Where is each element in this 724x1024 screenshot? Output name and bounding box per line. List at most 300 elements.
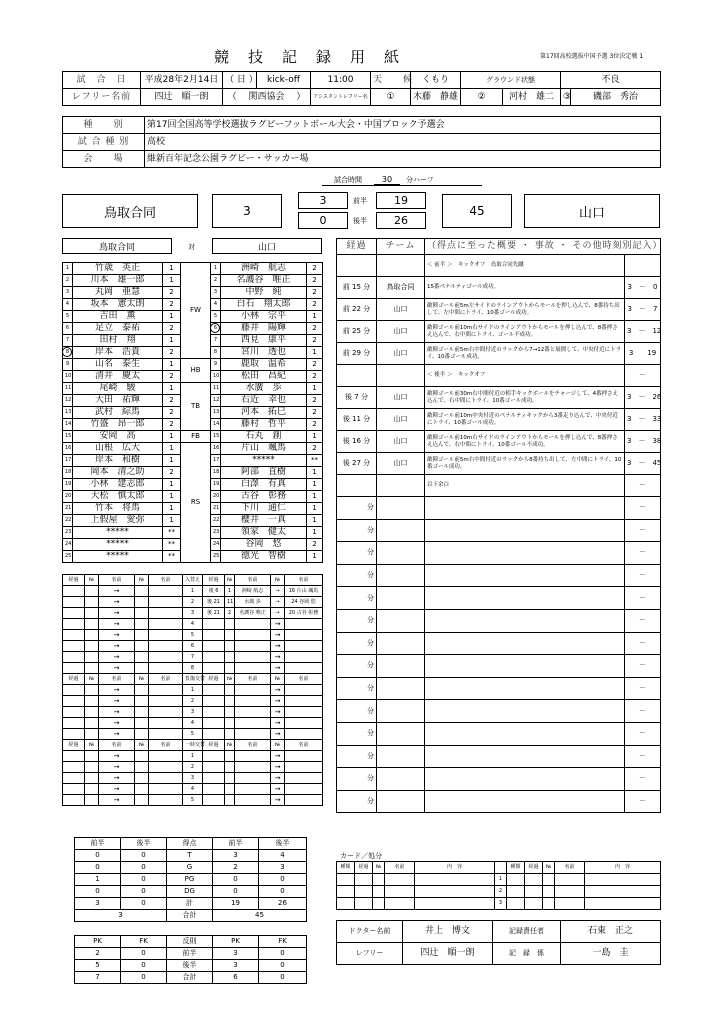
- referee-sign-label: レフリー: [337, 943, 403, 965]
- subs-row: [63, 751, 323, 762]
- log-time: 分: [337, 790, 377, 813]
- subs-no2: [135, 652, 149, 663]
- home-roster: [62, 262, 181, 563]
- player-grade: 1: [163, 335, 181, 347]
- player-grade: 1: [163, 275, 181, 287]
- subs-time: [63, 784, 85, 795]
- player-number: 5: [211, 311, 221, 323]
- player-name: 下川 通仁: [221, 503, 307, 515]
- log-team: [377, 542, 425, 565]
- subs-no-header: №: [85, 575, 99, 586]
- roster-row: [211, 515, 323, 527]
- totals-cell: 3: [213, 850, 259, 862]
- totals-header: 後半: [121, 838, 167, 850]
- log-score: 3 19: [625, 343, 661, 365]
- player-number: 18: [211, 467, 221, 479]
- subs-name: 名護谷 唯正: [235, 608, 271, 619]
- subs-name2: [149, 630, 183, 641]
- totals-row: [75, 862, 307, 874]
- roster-row: [211, 479, 323, 491]
- penalty-cell: 0: [121, 948, 167, 960]
- subs-arrow: →: [271, 630, 285, 641]
- totals-cell: 4: [259, 850, 307, 862]
- totals-cell: G: [167, 862, 213, 874]
- subs-arrow: →: [271, 795, 285, 806]
- subs-name2: [285, 619, 323, 630]
- cards-cell: [525, 898, 543, 910]
- log-score: －: [625, 497, 661, 520]
- log-time: 分: [337, 745, 377, 768]
- player-number: 8: [211, 347, 221, 359]
- log-time: 分: [337, 564, 377, 587]
- match-type-value: 高校: [145, 134, 661, 151]
- log-row-empty: [337, 519, 661, 542]
- position-rs: RS: [181, 443, 211, 563]
- subs-no: [225, 630, 235, 641]
- subs-index: 4: [183, 784, 203, 795]
- totals-header-row: [75, 936, 307, 948]
- home-team-name-box: 鳥取合同: [62, 194, 198, 228]
- totals-cell: T: [167, 850, 213, 862]
- subs-no-header: №: [225, 674, 235, 685]
- player-name: 小林 宗平: [221, 311, 307, 323]
- player-grade: 1: [307, 491, 323, 503]
- record-manager-label: 記録責任者: [493, 921, 561, 943]
- subs-time-header: 経過: [203, 575, 225, 586]
- roster-row: [211, 359, 323, 371]
- player-grade: 1: [307, 527, 323, 539]
- totals-header: FK: [259, 936, 307, 948]
- player-name: 右近 幸也: [221, 395, 307, 407]
- cards-cell: [337, 898, 355, 910]
- totals-header: 前半: [213, 838, 259, 850]
- log-team: [377, 632, 425, 655]
- subs-time: [63, 586, 85, 597]
- totals-cell: 2: [213, 862, 259, 874]
- log-team: 山口: [377, 321, 425, 343]
- player-number: 14: [63, 419, 73, 431]
- subs-no: [85, 729, 99, 740]
- player-grade: **: [163, 527, 181, 539]
- subs-time: [203, 784, 225, 795]
- subs-name2: [149, 784, 183, 795]
- player-name: 藤井 陽輝: [221, 323, 307, 335]
- player-number: 4: [211, 299, 221, 311]
- player-number: 11: [63, 383, 73, 395]
- player-name: 谷岡 悠: [221, 539, 307, 551]
- player-name: 領家 健太: [221, 527, 307, 539]
- player-number: 23: [63, 527, 73, 539]
- player-number: 24: [211, 539, 221, 551]
- log-time: 分: [337, 700, 377, 723]
- log-row-empty: [337, 497, 661, 520]
- subs-name2: [285, 608, 323, 619]
- subs-no: [225, 685, 235, 696]
- subs-arrow: →: [271, 586, 285, 597]
- subs-time: [63, 751, 85, 762]
- subs-no: [225, 729, 235, 740]
- player-name: *****: [73, 551, 163, 563]
- subs-time: [63, 707, 85, 718]
- player-grade: 2: [307, 299, 323, 311]
- cards-title: カード／処分: [340, 852, 382, 860]
- cards-cell: [525, 874, 543, 886]
- subs-name: [235, 729, 271, 740]
- doctor-label: ドクター名前: [337, 921, 403, 943]
- subs-arrow: →: [271, 707, 285, 718]
- subs-time: [63, 652, 85, 663]
- log-time: 分: [337, 632, 377, 655]
- log-row-empty: [337, 564, 661, 587]
- roster-row: [211, 371, 323, 383]
- log-description: [425, 745, 625, 768]
- roster-row: [211, 491, 323, 503]
- log-team: [377, 655, 425, 678]
- roster-row: [211, 455, 323, 467]
- player-name: 小林 建志郎: [73, 479, 163, 491]
- log-desc-header: （得点に至った概要 ・ 事故 ・ その他時刻別記入）: [425, 239, 661, 255]
- log-row: [337, 321, 661, 343]
- cards-row: [337, 886, 661, 898]
- log-description: 敵陣ゴール前10m右サイドのラインアウトからモールを押し込んで、8番押さえ込んで、右中間にトライ、10番ゴール不成功。: [425, 431, 625, 453]
- subs-no: [225, 773, 235, 784]
- cards-cell: [373, 898, 385, 910]
- player-name: 櫻井 一真: [221, 515, 307, 527]
- subs-name2: [285, 762, 323, 773]
- roster-row: [211, 539, 323, 551]
- log-score: －: [625, 655, 661, 678]
- totals-header-row: [75, 838, 307, 850]
- home-first-half: 3: [298, 192, 348, 209]
- log-score: －: [625, 745, 661, 768]
- log-team: 山口: [377, 387, 425, 409]
- totals-cell: 0: [213, 874, 259, 886]
- subs-no2: [135, 608, 149, 619]
- player-grade: 2: [307, 419, 323, 431]
- player-name: 大松 慎太郎: [73, 491, 163, 503]
- subs-arrow: →: [99, 751, 135, 762]
- match-time-value: 30: [374, 175, 400, 185]
- player-number: 13: [63, 407, 73, 419]
- subs-no2: [135, 630, 149, 641]
- player-name: *****: [221, 455, 307, 467]
- player-grade: 2: [307, 395, 323, 407]
- subs-time: [63, 641, 85, 652]
- match-day-of-week: （ 日 ）: [223, 72, 257, 89]
- log-row: [337, 475, 661, 497]
- subs-name2-header: 名前: [149, 674, 183, 685]
- subs-time: [203, 751, 225, 762]
- subs-no: [225, 762, 235, 773]
- log-description: [425, 564, 625, 587]
- player-grade: 1: [163, 515, 181, 527]
- penalty-totals-table: [74, 935, 307, 984]
- subs-name2: [149, 773, 183, 784]
- player-name: 吉田 薫: [73, 311, 163, 323]
- subs-no2: [135, 773, 149, 784]
- subs-section-label: 負傷交替: [183, 674, 203, 685]
- subs-time: [203, 707, 225, 718]
- subs-time-header: 経過: [203, 674, 225, 685]
- log-team: [377, 365, 425, 387]
- subs-no2: [135, 586, 149, 597]
- log-score: －: [625, 790, 661, 813]
- penalty-cell: 0: [259, 972, 307, 984]
- subs-name2-text: 古谷 彰務: [296, 609, 319, 616]
- player-name: 岸本 浩貴: [73, 347, 163, 359]
- log-row: [337, 365, 661, 387]
- player-grade: 2: [307, 275, 323, 287]
- subs-name-header: 名前: [235, 674, 271, 685]
- subs-time: [203, 663, 225, 674]
- log-description: [425, 587, 625, 610]
- subs-no: [225, 718, 235, 729]
- player-grade: 1: [307, 311, 323, 323]
- log-description: [425, 677, 625, 700]
- totals-cell: PG: [167, 874, 213, 886]
- subs-arrow: →: [99, 795, 135, 806]
- log-team: 山口: [377, 299, 425, 321]
- cards-content-header: 内 容: [585, 862, 661, 874]
- log-score: －: [625, 587, 661, 610]
- referee-name: 四辻 順一朗: [141, 89, 223, 106]
- subs-no: [85, 751, 99, 762]
- subs-section-label: 入替え: [183, 575, 203, 586]
- player-name: 水廣 歩: [221, 383, 307, 395]
- player-name: 阿部 直樹: [221, 467, 307, 479]
- category-label: 種 別: [63, 117, 145, 134]
- subs-name2: [149, 663, 183, 674]
- subs-time-header: 経過: [203, 740, 225, 751]
- subs-name2: [149, 762, 183, 773]
- player-name: 白澤 有真: [221, 479, 307, 491]
- subs-arrow: →: [271, 784, 285, 795]
- player-grade: 1: [163, 311, 181, 323]
- record-manager-name: 石東 正之: [561, 921, 661, 943]
- penalty-cell: 0: [121, 972, 167, 984]
- subs-time-header: 経過: [63, 575, 85, 586]
- player-number: 3: [211, 287, 221, 299]
- subs-name: [235, 762, 271, 773]
- subs-name: [235, 707, 271, 718]
- log-description: 敵陣ゴール前10m中央付近のペナルティキックから3番走り込んで、中央付近にトライ、10番ゴール成功。: [425, 409, 625, 431]
- totals-cell: 26: [259, 898, 307, 910]
- subs-no: [225, 784, 235, 795]
- ar1-name: 木藤 静雄: [411, 89, 461, 106]
- player-name: 竹歳 英正: [73, 263, 163, 275]
- log-team: [377, 722, 425, 745]
- subs-no-header: №: [85, 674, 99, 685]
- player-number: 24: [63, 539, 73, 551]
- vs-label: 対: [188, 243, 195, 251]
- roster-row: [63, 419, 181, 431]
- grand-total-label: 合計: [167, 910, 213, 922]
- subs-name2: [285, 718, 323, 729]
- subs-time: [203, 696, 225, 707]
- player-name: 鹿取 温希: [221, 359, 307, 371]
- log-time: 分: [337, 542, 377, 565]
- player-name: 坂本 憲太朗: [73, 299, 163, 311]
- player-number: 16: [211, 443, 221, 455]
- player-number: 12: [211, 395, 221, 407]
- totals-row: [75, 898, 307, 910]
- subs-name2: [285, 641, 323, 652]
- roster-row: [211, 443, 323, 455]
- subs-time: [63, 696, 85, 707]
- totals-header: 後半: [259, 838, 307, 850]
- ground-label: グラウンド状態: [461, 72, 561, 89]
- subs-row: [63, 707, 323, 718]
- subs-name2-header: 名前: [285, 575, 323, 586]
- log-team: [377, 677, 425, 700]
- cards-index: 1: [495, 874, 507, 886]
- player-number: 7: [211, 335, 221, 347]
- player-grade: 1: [307, 467, 323, 479]
- subs-arrow: →: [99, 718, 135, 729]
- log-team: [377, 587, 425, 610]
- player-grade: 1: [163, 359, 181, 371]
- roster-row: [63, 503, 181, 515]
- home-second-half: 0: [298, 212, 348, 229]
- cards-header-row: [337, 862, 661, 874]
- totals-cell: 0: [259, 886, 307, 898]
- player-grade: 2: [163, 347, 181, 359]
- subs-name: [235, 696, 271, 707]
- player-grade: 2: [307, 359, 323, 371]
- cards-cell: [555, 886, 585, 898]
- subs-name2-header: 名前: [285, 740, 323, 751]
- player-number: 6: [63, 323, 73, 335]
- subs-no2-header: №: [271, 740, 285, 751]
- player-number: 15: [211, 431, 221, 443]
- cards-no-header: №: [373, 862, 385, 874]
- player-number: 1: [63, 263, 73, 275]
- log-row: [337, 343, 661, 365]
- log-team: 山口: [377, 453, 425, 475]
- player-name: 中野 純: [221, 287, 307, 299]
- player-name: 河本 拓巳: [221, 407, 307, 419]
- subs-time: [203, 795, 225, 806]
- subs-name-header: 名前: [99, 674, 135, 685]
- log-description: 敵陣ゴール前10m右サイドのラインアウトからモールを押し込んで、8番押さえ込んで、右中間にトライ、ゴール不成功。: [425, 321, 625, 343]
- match-time-label: 試合時間: [334, 176, 362, 184]
- subs-no: [85, 718, 99, 729]
- home-team-header: 鳥取合同: [62, 238, 172, 254]
- player-number: 12: [63, 395, 73, 407]
- log-row-empty: [337, 587, 661, 610]
- player-number: 15: [63, 431, 73, 443]
- subs-no2: 24: [291, 598, 298, 605]
- subs-row: [63, 784, 323, 795]
- position-fb: FB: [181, 431, 211, 443]
- subs-no: [85, 652, 99, 663]
- roster-row: [63, 443, 181, 455]
- roster-row: [63, 359, 181, 371]
- subs-no: [225, 696, 235, 707]
- log-description: [425, 722, 625, 745]
- subs-no-header: №: [225, 575, 235, 586]
- subs-time: [63, 608, 85, 619]
- subs-arrow: →: [99, 619, 135, 630]
- cards-index: 3: [495, 898, 507, 910]
- subs-index: 7: [183, 652, 203, 663]
- log-description: 15番ペナルティゴール成功。: [425, 277, 625, 299]
- cards-time-header: 経過: [355, 862, 373, 874]
- log-description: 敵陣ゴール前30m右中間付近の相手キックボールをチャージして、4番押さえ込んで、右中間にトライ、10番ゴール成功。: [425, 387, 625, 409]
- totals-cell: 0: [121, 850, 167, 862]
- subs-no2: 16: [288, 587, 296, 594]
- player-grade: 1: [307, 551, 323, 563]
- subs-index: 1: [183, 685, 203, 696]
- totals-cell: 0: [75, 886, 121, 898]
- subs-name2: [285, 663, 323, 674]
- player-name: 洲崎 航志: [221, 263, 307, 275]
- player-grade: 2: [163, 371, 181, 383]
- subs-no2: [135, 718, 149, 729]
- cards-cell: [355, 874, 373, 886]
- subs-time: [63, 597, 85, 608]
- subs-row: [63, 641, 323, 652]
- player-number: 20: [63, 491, 73, 503]
- log-description: [425, 632, 625, 655]
- player-grade: 1: [307, 515, 323, 527]
- player-name: 上假屋 愛弥: [73, 515, 163, 527]
- cards-name-header: 名前: [555, 862, 585, 874]
- subs-no: [85, 696, 99, 707]
- away-roster: [210, 262, 323, 563]
- log-row: [337, 255, 661, 277]
- totals-row: [75, 850, 307, 862]
- roster-row: [211, 503, 323, 515]
- player-name: 足立 泰祐: [73, 323, 163, 335]
- log-team: [377, 768, 425, 791]
- subs-row: [63, 663, 323, 674]
- subs-arrow: →: [99, 641, 135, 652]
- log-score: －: [625, 564, 661, 587]
- log-time: 前 25 分: [337, 321, 377, 343]
- roster-row: [63, 539, 181, 551]
- subs-row: [63, 795, 323, 806]
- penalty-row: [75, 948, 307, 960]
- roster-row: [211, 431, 323, 443]
- subs-no: [225, 751, 235, 762]
- subs-name2-header: 名前: [149, 575, 183, 586]
- ar2-marker: ②: [461, 89, 503, 106]
- log-team: [377, 700, 425, 723]
- subs-arrow: →: [271, 773, 285, 784]
- subs-index: 2: [183, 762, 203, 773]
- cards-cell: [585, 886, 661, 898]
- subs-no: 1: [225, 586, 235, 597]
- subs-time: [63, 762, 85, 773]
- cards-cell: [415, 874, 495, 886]
- cards-cell: [507, 874, 525, 886]
- subs-no2: [135, 784, 149, 795]
- cards-no-header: №: [543, 862, 555, 874]
- subs-row: [63, 718, 323, 729]
- roster-row: [211, 395, 323, 407]
- subs-section-label: 一時交替: [183, 740, 203, 751]
- match-date: 平成28年2月14日: [141, 72, 223, 89]
- penalty-cell: 2: [75, 948, 121, 960]
- kickoff-time: 11:00: [311, 72, 371, 89]
- subs-arrow: →: [99, 696, 135, 707]
- log-row-empty: [337, 609, 661, 632]
- player-grade: 1: [307, 383, 323, 395]
- referee-association: （ 関西協会 ）: [223, 89, 311, 106]
- away-first-half: 19: [376, 192, 426, 209]
- log-row-empty: [337, 632, 661, 655]
